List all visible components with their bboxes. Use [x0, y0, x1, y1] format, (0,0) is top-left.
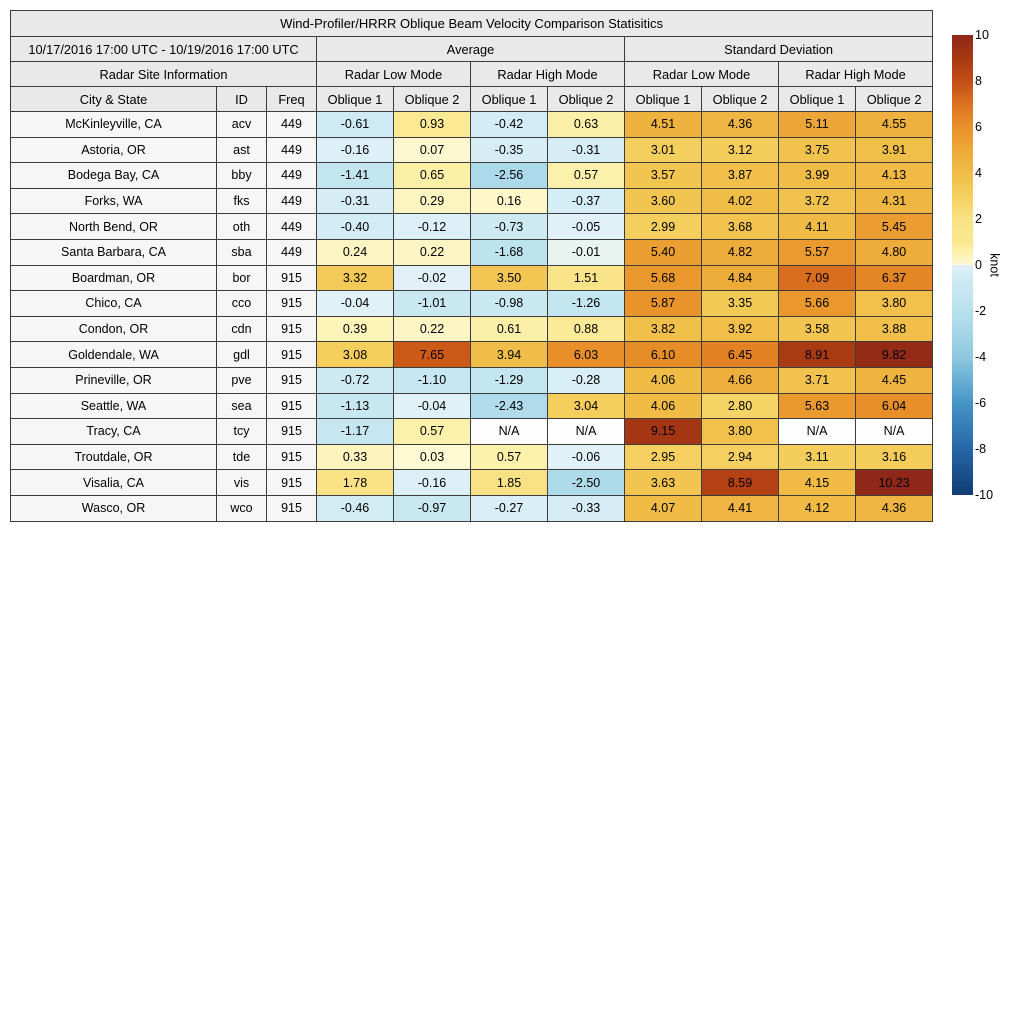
cell-value: 4.45 [856, 367, 933, 393]
cell-value: 7.09 [779, 265, 856, 291]
col-header-oblique2: Oblique 2 [856, 87, 933, 112]
cell-city: Condon, OR [11, 316, 217, 342]
date-range: 10/17/2016 17:00 UTC - 10/19/2016 17:00 UTC [11, 37, 317, 62]
mode-header-row [11, 62, 933, 87]
cell-value: -1.13 [317, 393, 394, 419]
col-header-oblique2: Oblique 2 [548, 87, 625, 112]
cell-site-id: fks [217, 188, 267, 214]
table-row [11, 163, 933, 189]
table-row [11, 265, 933, 291]
cell-value: 0.22 [394, 239, 471, 265]
cell-value: 7.65 [394, 342, 471, 368]
cell-frequency: 915 [267, 367, 317, 393]
cell-value: -1.26 [548, 291, 625, 317]
cell-value: 3.92 [702, 316, 779, 342]
cell-value: -1.10 [394, 367, 471, 393]
cell-value: 10.23 [856, 470, 933, 496]
table-row [11, 367, 933, 393]
table-row [11, 470, 933, 496]
cell-value: 1.51 [548, 265, 625, 291]
cell-value: -1.41 [317, 163, 394, 189]
cell-value: 3.82 [625, 316, 702, 342]
colorbar-tick-label: -10 [975, 487, 994, 502]
col-header-freq: Freq [267, 87, 317, 112]
cell-value: 6.37 [856, 265, 933, 291]
cell-value: 5.68 [625, 265, 702, 291]
cell-value: 4.15 [779, 470, 856, 496]
cell-value: 6.10 [625, 342, 702, 368]
cell-city: Troutdale, OR [11, 444, 217, 470]
cell-value: 9.82 [856, 342, 933, 368]
cell-value: 0.16 [471, 188, 548, 214]
cell-frequency: 449 [267, 214, 317, 240]
cell-value: -0.61 [317, 112, 394, 138]
cell-value: -0.46 [317, 495, 394, 521]
cell-frequency: 449 [267, 239, 317, 265]
colorbar-gradient [952, 35, 973, 495]
cell-value: 3.35 [702, 291, 779, 317]
cell-value: 2.95 [625, 444, 702, 470]
cell-site-id: sea [217, 393, 267, 419]
table-row [11, 239, 933, 265]
cell-site-id: cdn [217, 316, 267, 342]
cell-value: 4.51 [625, 112, 702, 138]
cell-value: 3.68 [702, 214, 779, 240]
table-row [11, 112, 933, 138]
cell-value: 4.13 [856, 163, 933, 189]
cell-value: -0.28 [548, 367, 625, 393]
colorbar-tick-label: -4 [975, 349, 987, 364]
cell-value: 4.36 [856, 495, 933, 521]
cell-value: 0.63 [548, 112, 625, 138]
statistics-table [10, 10, 933, 522]
table-row [11, 444, 933, 470]
cell-city: Visalia, CA [11, 470, 217, 496]
cell-site-id: tcy [217, 419, 267, 445]
cell-value: 3.04 [548, 393, 625, 419]
cell-site-id: cco [217, 291, 267, 317]
col-header-oblique1: Oblique 1 [317, 87, 394, 112]
cell-value: 3.88 [856, 316, 933, 342]
cell-site-id: gdl [217, 342, 267, 368]
cell-value: -0.33 [548, 495, 625, 521]
cell-value: 4.41 [702, 495, 779, 521]
group-header-stddev: Standard Deviation [625, 37, 933, 62]
cell-value: -0.27 [471, 495, 548, 521]
cell-value: 3.71 [779, 367, 856, 393]
cell-site-id: tde [217, 444, 267, 470]
cell-value: 0.93 [394, 112, 471, 138]
cell-value: 2.80 [702, 393, 779, 419]
cell-city: Boardman, OR [11, 265, 217, 291]
cell-frequency: 915 [267, 470, 317, 496]
cell-value: 9.15 [625, 419, 702, 445]
col-header-oblique2: Oblique 2 [702, 87, 779, 112]
cell-value: 0.57 [394, 419, 471, 445]
cell-value: -0.16 [394, 470, 471, 496]
cell-city: Tracy, CA [11, 419, 217, 445]
cell-site-id: pve [217, 367, 267, 393]
cell-value: -0.73 [471, 214, 548, 240]
cell-value: -2.56 [471, 163, 548, 189]
cell-value: 2.99 [625, 214, 702, 240]
cell-value: -1.68 [471, 239, 548, 265]
cell-value: 3.80 [856, 291, 933, 317]
group-header-row [11, 37, 933, 62]
mode-header-low-std: Radar Low Mode [625, 62, 779, 87]
cell-value: 3.87 [702, 163, 779, 189]
cell-value: 0.57 [548, 163, 625, 189]
cell-value: 4.02 [702, 188, 779, 214]
cell-value: -0.04 [317, 291, 394, 317]
cell-city: North Bend, OR [11, 214, 217, 240]
cell-value: 8.59 [702, 470, 779, 496]
cell-value-na: N/A [856, 419, 933, 445]
cell-value: 0.33 [317, 444, 394, 470]
cell-value: -0.31 [548, 137, 625, 163]
colorbar-tick-label: -8 [975, 441, 987, 456]
cell-site-id: wco [217, 495, 267, 521]
cell-frequency: 915 [267, 419, 317, 445]
cell-value: -2.50 [548, 470, 625, 496]
cell-value: 8.91 [779, 342, 856, 368]
cell-value: 6.45 [702, 342, 779, 368]
table-row [11, 495, 933, 521]
cell-value: 5.11 [779, 112, 856, 138]
colorbar-tick-label: 0 [975, 257, 982, 272]
cell-value-na: N/A [779, 419, 856, 445]
cell-value: 3.01 [625, 137, 702, 163]
colorbar-tick-label: 6 [975, 119, 982, 134]
cell-value-na: N/A [471, 419, 548, 445]
table-row [11, 342, 933, 368]
cell-value: -0.12 [394, 214, 471, 240]
cell-value: 3.58 [779, 316, 856, 342]
cell-value: 4.06 [625, 393, 702, 419]
cell-site-id: ast [217, 137, 267, 163]
cell-value: 3.50 [471, 265, 548, 291]
colorbar-tick-label: -6 [975, 395, 987, 410]
cell-value: -2.43 [471, 393, 548, 419]
cell-value: 4.55 [856, 112, 933, 138]
colorbar-tick-label: 4 [975, 165, 982, 180]
cell-city: Chico, CA [11, 291, 217, 317]
cell-value: 3.11 [779, 444, 856, 470]
colorbar-tick-label: 10 [975, 27, 989, 42]
cell-city: Prineville, OR [11, 367, 217, 393]
cell-value: 3.63 [625, 470, 702, 496]
colorbar-tick-label: 8 [975, 73, 982, 88]
cell-value: 4.31 [856, 188, 933, 214]
cell-city: McKinleyville, CA [11, 112, 217, 138]
cell-value: -1.29 [471, 367, 548, 393]
cell-value: 4.66 [702, 367, 779, 393]
cell-value: -0.98 [471, 291, 548, 317]
cell-value: 5.45 [856, 214, 933, 240]
cell-value: 0.57 [471, 444, 548, 470]
cell-frequency: 915 [267, 393, 317, 419]
cell-value: 4.12 [779, 495, 856, 521]
cell-value: 0.65 [394, 163, 471, 189]
cell-value: 4.07 [625, 495, 702, 521]
colorbar-tick-label: -2 [975, 303, 987, 318]
cell-city: Bodega Bay, CA [11, 163, 217, 189]
cell-frequency: 449 [267, 137, 317, 163]
cell-frequency: 915 [267, 342, 317, 368]
cell-value: 4.11 [779, 214, 856, 240]
cell-value: 5.63 [779, 393, 856, 419]
cell-value: 4.84 [702, 265, 779, 291]
cell-value: 5.57 [779, 239, 856, 265]
cell-site-id: acv [217, 112, 267, 138]
cell-frequency: 915 [267, 265, 317, 291]
cell-value: 3.94 [471, 342, 548, 368]
col-header-id: ID [217, 87, 267, 112]
cell-value: 1.78 [317, 470, 394, 496]
cell-value: 4.80 [856, 239, 933, 265]
cell-value: -0.40 [317, 214, 394, 240]
cell-city: Goldendale, WA [11, 342, 217, 368]
cell-value: 6.04 [856, 393, 933, 419]
cell-value: 3.75 [779, 137, 856, 163]
cell-value: -0.16 [317, 137, 394, 163]
colorbar-unit-label: knot [987, 253, 1002, 277]
mode-header-low-avg: Radar Low Mode [317, 62, 471, 87]
cell-frequency: 915 [267, 316, 317, 342]
cell-value: -0.35 [471, 137, 548, 163]
cell-value: 0.61 [471, 316, 548, 342]
cell-value: -1.01 [394, 291, 471, 317]
cell-value: 3.12 [702, 137, 779, 163]
cell-value: -1.17 [317, 419, 394, 445]
cell-frequency: 915 [267, 495, 317, 521]
column-header-row [11, 87, 933, 112]
cell-frequency: 915 [267, 291, 317, 317]
cell-frequency: 449 [267, 188, 317, 214]
cell-value: 3.72 [779, 188, 856, 214]
cell-value: 0.03 [394, 444, 471, 470]
cell-value: 3.99 [779, 163, 856, 189]
cell-value: -0.05 [548, 214, 625, 240]
cell-value: 4.06 [625, 367, 702, 393]
cell-value: -0.42 [471, 112, 548, 138]
cell-value: 3.08 [317, 342, 394, 368]
cell-value: 5.87 [625, 291, 702, 317]
cell-site-id: bor [217, 265, 267, 291]
cell-value: -0.97 [394, 495, 471, 521]
cell-value: -0.04 [394, 393, 471, 419]
col-header-oblique1: Oblique 1 [779, 87, 856, 112]
cell-value: -0.02 [394, 265, 471, 291]
col-header-oblique1: Oblique 1 [471, 87, 548, 112]
cell-site-id: sba [217, 239, 267, 265]
cell-value-na: N/A [548, 419, 625, 445]
cell-value: -0.72 [317, 367, 394, 393]
cell-frequency: 449 [267, 163, 317, 189]
cell-site-id: vis [217, 470, 267, 496]
cell-city: Seattle, WA [11, 393, 217, 419]
site-info-header: Radar Site Information [11, 62, 317, 87]
table-row [11, 214, 933, 240]
table-row [11, 316, 933, 342]
cell-value: 6.03 [548, 342, 625, 368]
mode-header-high-avg: Radar High Mode [471, 62, 625, 87]
cell-value: 2.94 [702, 444, 779, 470]
cell-frequency: 915 [267, 444, 317, 470]
cell-value: 0.24 [317, 239, 394, 265]
cell-city: Forks, WA [11, 188, 217, 214]
cell-site-id: bby [217, 163, 267, 189]
cell-city: Santa Barbara, CA [11, 239, 217, 265]
table-row [11, 137, 933, 163]
cell-value: 5.66 [779, 291, 856, 317]
cell-value: 0.29 [394, 188, 471, 214]
cell-value: 0.07 [394, 137, 471, 163]
title-row [11, 11, 933, 37]
cell-city: Astoria, OR [11, 137, 217, 163]
cell-city: Wasco, OR [11, 495, 217, 521]
cell-value: -0.37 [548, 188, 625, 214]
cell-value: 4.82 [702, 239, 779, 265]
cell-value: 3.32 [317, 265, 394, 291]
cell-value: 0.22 [394, 316, 471, 342]
cell-value: 3.60 [625, 188, 702, 214]
col-header-oblique1: Oblique 1 [625, 87, 702, 112]
cell-frequency: 449 [267, 112, 317, 138]
cell-value: -0.01 [548, 239, 625, 265]
group-header-average: Average [317, 37, 625, 62]
cell-value: -0.06 [548, 444, 625, 470]
table-row [11, 393, 933, 419]
cell-value: 3.91 [856, 137, 933, 163]
table-title: Wind-Profiler/HRRR Oblique Beam Velocity Comparison Statisitics [11, 11, 933, 37]
colorbar-tick-label: 2 [975, 211, 982, 226]
col-header-oblique2: Oblique 2 [394, 87, 471, 112]
table-row [11, 419, 933, 445]
cell-value: 3.80 [702, 419, 779, 445]
cell-site-id: oth [217, 214, 267, 240]
cell-value: -0.31 [317, 188, 394, 214]
col-header-city: City & State [11, 87, 217, 112]
cell-value: 1.85 [471, 470, 548, 496]
cell-value: 5.40 [625, 239, 702, 265]
cell-value: 0.88 [548, 316, 625, 342]
table-row [11, 188, 933, 214]
cell-value: 0.39 [317, 316, 394, 342]
table-row [11, 291, 933, 317]
cell-value: 4.36 [702, 112, 779, 138]
mode-header-high-std: Radar High Mode [779, 62, 933, 87]
cell-value: 3.57 [625, 163, 702, 189]
cell-value: 3.16 [856, 444, 933, 470]
table-body [11, 112, 933, 522]
